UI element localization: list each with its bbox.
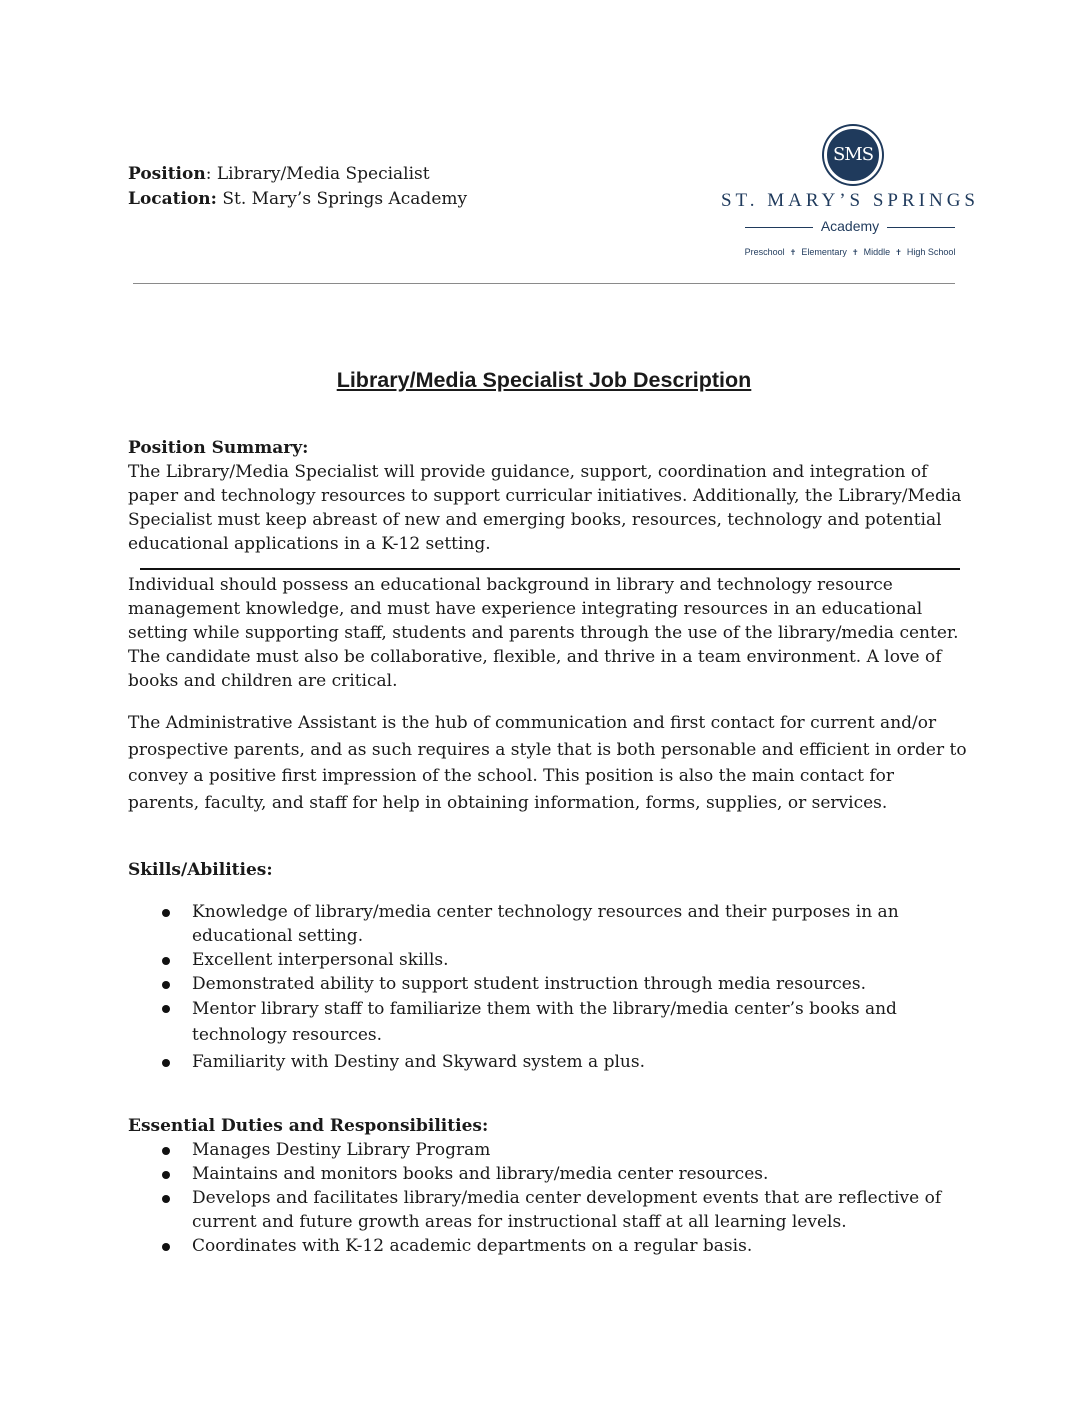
summary-paragraph: Individual should possess an educational background in library and technology resource management knowledge, and must have experience integrating resources in an educational setting while supporting staff, students and parents through the use of the library/media center. The candidate must also be collaborative, flexible, and thrive in a team environment. A love of books and children are critical. xyxy=(128,575,959,691)
bullet-icon xyxy=(162,1059,170,1067)
duties-list-container xyxy=(128,1138,948,1258)
position-value: : Library/Media Specialist xyxy=(205,164,430,184)
skill-text: Excellent interpersonal skills. xyxy=(192,950,449,970)
skill-text: Mentor library staff to familiarize them with the library/media center’s books and technology resources. xyxy=(192,999,897,1045)
cross-icon: ✝ xyxy=(789,248,797,257)
position-label: Position xyxy=(128,164,206,184)
skill-text: Knowledge of library/media center technology resources and their purposes in an educational setting. xyxy=(192,902,899,946)
list-item xyxy=(128,1234,948,1258)
logo-academy-text: Academy xyxy=(820,218,880,234)
logo-school-levels xyxy=(712,247,988,257)
logo-level: High School xyxy=(906,247,956,257)
skill-text: Familiarity with Destiny and Skyward system a plus. xyxy=(192,1052,645,1072)
position-summary-heading: Position Summary: xyxy=(128,438,309,458)
header-divider xyxy=(133,283,955,284)
duties-list xyxy=(128,1138,948,1258)
skills-list-container xyxy=(128,900,948,1074)
list-item xyxy=(128,1186,948,1234)
position-line xyxy=(128,162,467,187)
skills-heading: Skills/Abilities: xyxy=(128,860,273,880)
logo-level: Elementary xyxy=(801,247,847,257)
summary-paragraph: The Library/Media Specialist will provide guidance, support, coordination and integration of paper and technology resources to support curricular initiatives. Additionally, the Library/Media Specialist must keep abreast of new and emerging books, resources, technology and potential educational applications in a K-12 setting. xyxy=(128,462,962,554)
logo-school-name: ST. MARY’S SPRINGS xyxy=(720,190,979,211)
location-line xyxy=(128,187,467,212)
duty-text: Maintains and monitors books and library/media center resources. xyxy=(192,1164,769,1184)
list-item xyxy=(128,948,948,972)
bullet-icon xyxy=(162,1005,170,1013)
bullet-icon xyxy=(162,957,170,965)
section-divider xyxy=(140,568,960,570)
list-item xyxy=(128,972,948,996)
logo-rule-right xyxy=(887,227,955,228)
bullet-icon xyxy=(162,981,170,989)
school-logo xyxy=(712,126,988,266)
duties-heading: Essential Duties and Responsibilities: xyxy=(128,1116,489,1136)
list-item xyxy=(128,1050,948,1074)
job-meta xyxy=(128,162,467,212)
list-item xyxy=(128,900,948,948)
logo-academy xyxy=(712,218,988,234)
bullet-icon xyxy=(162,1171,170,1179)
summary-paragraph: The Administrative Assistant is the hub of communication and first contact for current and/or prospective parents, and as such requires a style that is both personable and efficient in order to convey a positive first impression of the school. This position is also the main contact for parents, faculty, and staff for help in obtaining information, forms, supplies, or services. xyxy=(128,713,967,813)
skills-section xyxy=(128,858,968,882)
list-item xyxy=(128,996,948,1048)
logo-level: Middle xyxy=(863,247,891,257)
bullet-icon xyxy=(162,1147,170,1155)
location-label: Location: xyxy=(128,189,217,209)
skills-list xyxy=(128,900,948,1074)
bullet-icon xyxy=(162,909,170,917)
bullet-icon xyxy=(162,1195,170,1203)
list-item xyxy=(128,1162,948,1186)
skill-text: Demonstrated ability to support student instruction through media resources. xyxy=(192,974,866,994)
document-title: Library/Media Specialist Job Description xyxy=(336,368,752,392)
logo-rule-left xyxy=(745,227,813,228)
duty-text: Develops and facilitates library/media center development events that are reflective of current and future growth areas for instructional staff at all learning levels. xyxy=(192,1188,942,1232)
duty-text: Coordinates with K-12 academic departments on a regular basis. xyxy=(192,1236,753,1256)
cross-icon: ✝ xyxy=(895,248,902,257)
logo-level: Preschool xyxy=(744,247,785,257)
duty-text: Manages Destiny Library Program xyxy=(192,1140,491,1160)
logo-monogram-seal: SMS xyxy=(824,126,882,184)
cross-icon: ✝ xyxy=(851,248,859,257)
bullet-icon xyxy=(162,1243,170,1251)
list-item xyxy=(128,1138,948,1162)
duties-section xyxy=(128,1114,968,1138)
position-summary-section xyxy=(128,436,968,556)
location-value: St. Mary’s Springs Academy xyxy=(216,189,468,209)
